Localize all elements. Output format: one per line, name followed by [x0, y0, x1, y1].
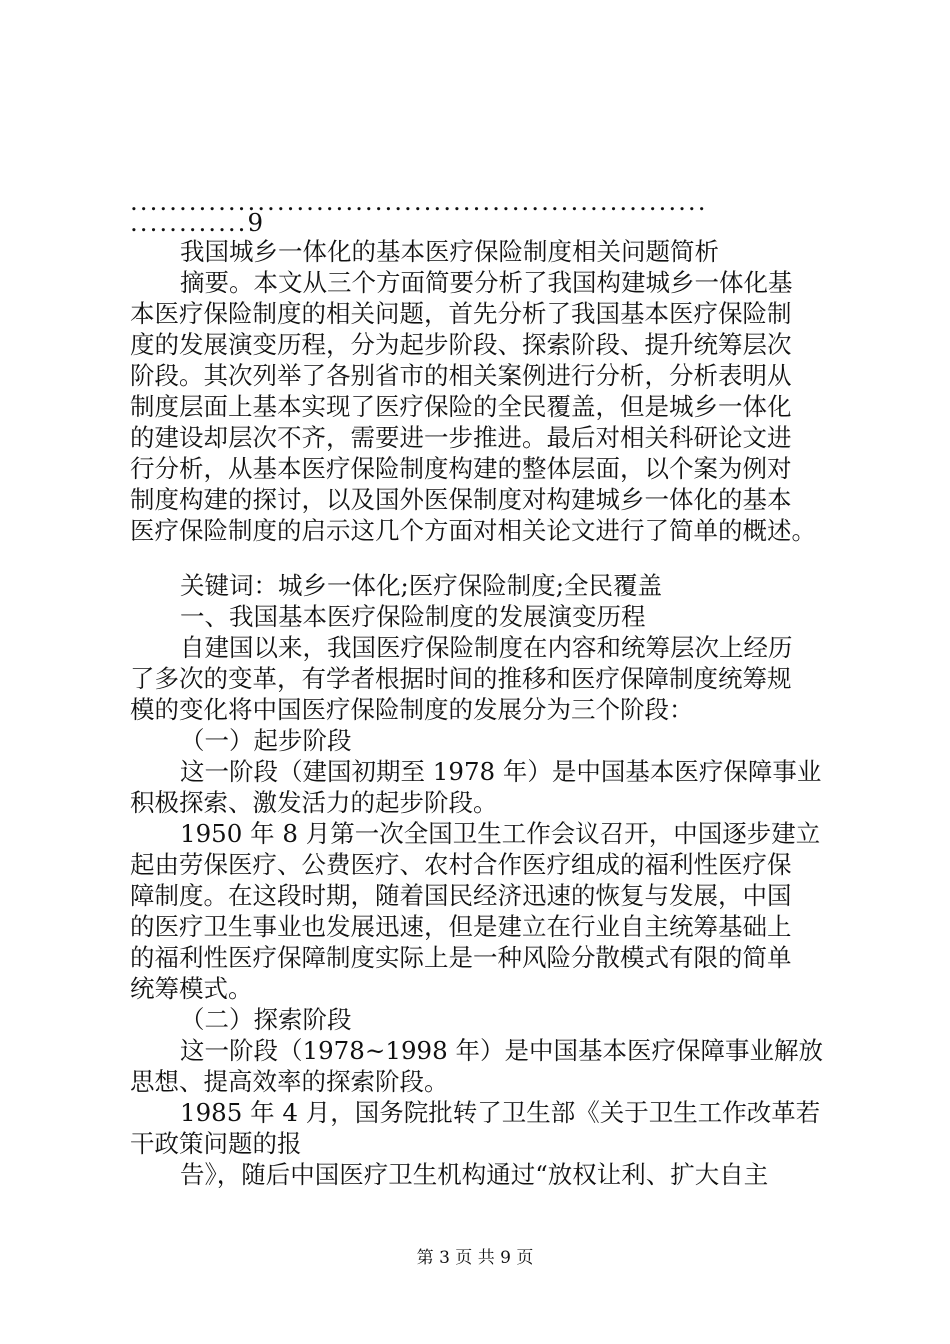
abstract-line: 阶段。其次列举了各别省市的相关案例进行分析，分析表明从	[130, 361, 792, 390]
paragraph-line: 这一阶段（建国初期至 1978 年）是中国基本医疗保障事业	[180, 757, 822, 786]
keywords: 关键词：城乡一体化;医疗保险制度;全民覆盖	[180, 571, 663, 600]
paragraph-line: 干政策问题的报	[130, 1129, 302, 1158]
paragraph-line: 思想、提高效率的探索阶段。	[130, 1067, 449, 1096]
article-title: 我国城乡一体化的基本医疗保险制度相关问题简析	[180, 237, 719, 266]
abstract-line: 医疗保险制度的启示这几个方面对相关论文进行了简单的概述。	[130, 516, 816, 545]
paragraph-line: 1950 年 8 月第一次全国卫生工作会议召开，中国逐步建立	[180, 819, 821, 848]
paragraph-line: 自建国以来，我国医疗保险制度在内容和统筹层次上经历	[180, 633, 793, 662]
paragraph-line: 的福利性医疗保障制度实际上是一种风险分散模式有限的简单	[130, 943, 792, 972]
paragraph-line: 统筹模式。	[130, 974, 253, 1003]
paragraph-line: 的医疗卫生事业也发展迅速，但是建立在行业自主统筹基础上	[130, 912, 792, 941]
abstract-line: 制度层面上基本实现了医疗保险的全民覆盖，但是城乡一体化	[130, 392, 792, 421]
toc-dot-leader-page-number: ............9	[130, 208, 266, 237]
abstract-line: 摘要。本文从三个方面简要分析了我国构建城乡一体化基	[180, 268, 793, 297]
paragraph-line: 了多次的变革，有学者根据时间的推移和医疗保障制度统筹规	[130, 664, 792, 693]
paragraph-line: 模的变化将中国医疗保险制度的发展分为三个阶段：	[130, 695, 694, 724]
abstract-line: 度的发展演变历程，分为起步阶段、探索阶段、提升统筹层次	[130, 330, 792, 359]
subsection-heading: （二）探索阶段	[180, 1005, 352, 1034]
paragraph-line: 这一阶段（1978~1998 年）是中国基本医疗保障事业解放	[180, 1036, 824, 1065]
abstract-line: 行分析，从基本医疗保险制度构建的整体层面，以个案为例对	[130, 454, 792, 483]
paragraph-line: 起由劳保医疗、公费医疗、农村合作医疗组成的福利性医疗保	[130, 850, 792, 879]
paragraph-line: 1985 年 4 月，国务院批转了卫生部《关于卫生工作改革若	[180, 1098, 821, 1127]
section-heading: 一、我国基本医疗保险制度的发展演变历程	[180, 602, 646, 631]
abstract-line: 的建设却层次不齐，需要进一步推进。最后对相关科研论文进	[130, 423, 792, 452]
paragraph-line: 积极探索、激发活力的起步阶段。	[130, 788, 498, 817]
paragraph-line: 障制度。在这段时期，随着国民经济迅速的恢复与发展，中国	[130, 881, 792, 910]
paragraph-line: 告》，随后中国医疗卫生机构通过“放权让利、扩大自主	[180, 1160, 769, 1189]
subsection-heading: （一）起步阶段	[180, 726, 352, 755]
abstract-line: 本医疗保险制度的相关问题，首先分析了我国基本医疗保险制	[130, 299, 792, 328]
page-number-footer: 第 3 页 共 9 页	[416, 1248, 534, 1268]
toc-dot-leader: ...........................................................	[130, 187, 708, 216]
abstract-line: 制度构建的探讨，以及国外医保制度对构建城乡一体化的基本	[130, 485, 792, 514]
